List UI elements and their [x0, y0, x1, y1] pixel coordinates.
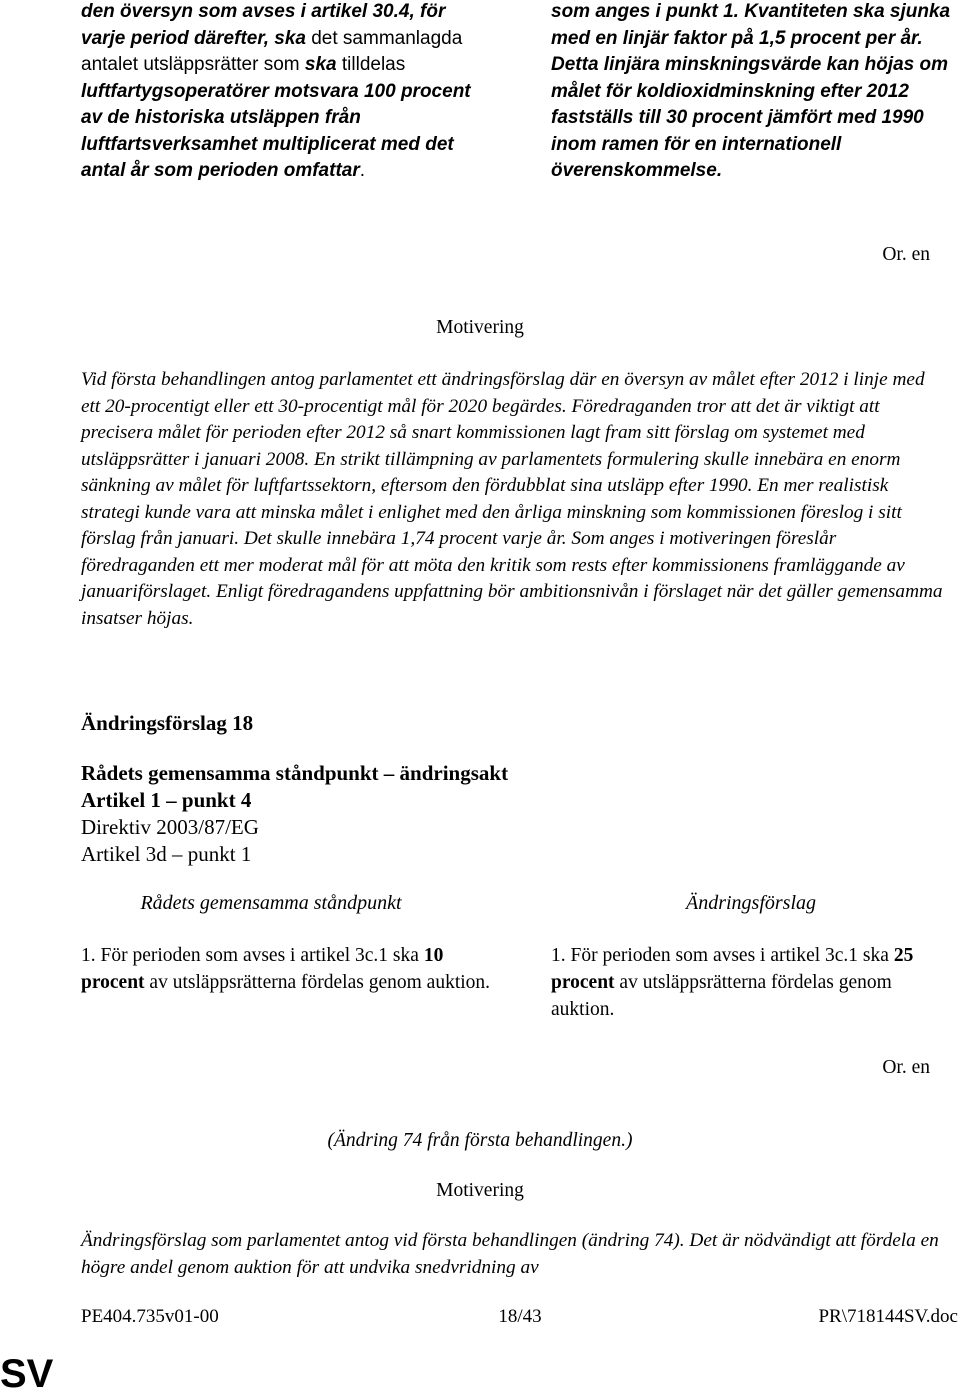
left-column-segment: .: [359, 160, 366, 181]
justification-text-2: Ändringsförslag som parlamentet antog vid första behandlingen (ändring 74). Det är nödvändigt att fördela en högre andel genom auktion för att undvika snedvridning av: [81, 1230, 939, 1278]
justification-text: Vid första behandlingen antog parlamentet ett ändringsförslag där en översyn av målet efter 2012 i linje med ett 20-procentigt eller ett 30-procentigt mål för 2020 begärdes. Föredraganden tror att det är viktigt att precisera målet för perioden efter 2012 så snart kommissionen lagt fram sitt förslag om systemet med utsläppsrätter i januari 2008. En strikt tillämpning av parlamentets formulering skulle innebära en enorm sänkning av målet för luftfartssektorn, eftersom den fördubblat sina utsläpp efter 1990. En mer realistisk strategi kunde vara att minska målet i enlighet med den årliga minskning som kommissionen föreslog i sitt förslag från januari. Det skulle innebära 1,74 procent varje år. Som anges i motiveringen föreslår föredraganden ett mer moderat mål för att möta den kritik som rests efter kommissionens framläggande av januariförslaget. Enligt föredragandens uppfattning bör ambitionsnivån i förslaget när det gäller gemensamma insatser höjas.: [81, 369, 943, 629]
left-column-segment: luftfartygsoperatörer motsvara 100 procent av de historiska utsläppen från luftfartsverksamhet multiplicerat med det antal år som perioden omfattar: [81, 80, 471, 181]
original-language-label: Or. en: [882, 244, 930, 265]
left-column-segment: den översyn som avses i artikel 30.4, för varje period därefter, ska: [81, 1, 446, 49]
directive-line: Direktiv 2003/87/EG: [81, 815, 259, 839]
left-column-segment: det sammanlagda antalet utsläppsrätter som: [81, 27, 463, 75]
amendment-text: 1. För perioden som avses i artikel 3c.1 ska 25 procent av utsläppsrätterna fördelas genom auktion.: [551, 945, 914, 1020]
amendment-heading: Ändringsförslag 18: [81, 711, 254, 735]
justification-title-2: Motivering: [436, 1180, 524, 1201]
amendment-header: Ändringsförslag: [685, 892, 817, 914]
justification-title: Motivering: [436, 317, 524, 338]
council-position-header: Rådets gemensamma ståndpunkt: [140, 892, 402, 914]
first-reading-reference: (Ändring 74 från första behandlingen.): [327, 1130, 633, 1151]
council-position-text: 1. För perioden som avses i artikel 3c.1 ska 10 procent av utsläppsrätterna fördelas genom auktion.: [81, 945, 491, 993]
left-column-text: [81, 0, 471, 185]
right-column-text: som anges i punkt 1. Kvantiteten ska sjunka med en linjär faktor på 1,5 procent per år. Detta linjära minskningsvärde kan höjas om målet för koldioxidminskning efter 2012 fastställs till 30 procent jämfört med 1990 inom ramen för en internationell överenskommelse.: [551, 1, 951, 181]
original-language-label-2: Or. en: [882, 1057, 930, 1078]
left-column-segment: tilldelas: [336, 54, 406, 75]
amending-act-line: Rådets gemensamma ståndpunkt – ändringsakt: [81, 761, 509, 785]
footer-document-number: PE404.735v01-00: [81, 1306, 219, 1327]
left-column-segment: ska: [304, 54, 337, 75]
amendment-reference-block: [81, 760, 508, 868]
language-code: SV: [0, 1352, 54, 1396]
article-ref-line: Artikel 3d – punkt 1: [81, 842, 252, 866]
footer-page-number: 18/43: [498, 1306, 542, 1327]
footer-file-name: PR\718144SV.doc: [818, 1306, 958, 1327]
article-line: Artikel 1 – punkt 4: [81, 788, 252, 812]
